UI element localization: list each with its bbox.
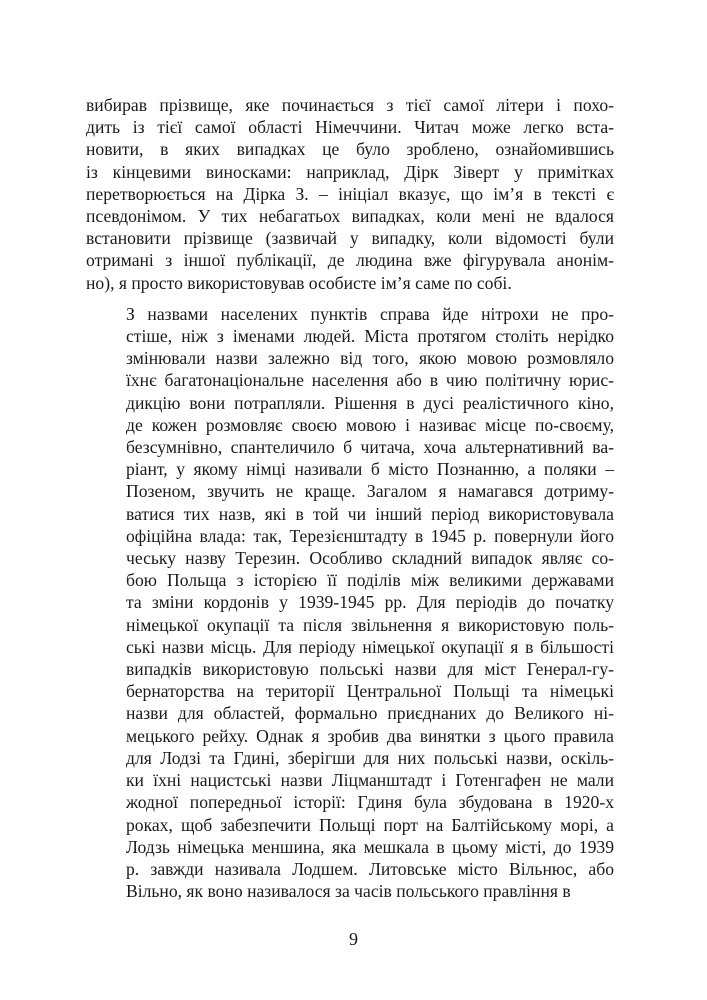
text-line: бою Польща з історією її поділів між великими державами <box>126 570 614 591</box>
text-line: із кінцевими виносками: наприклад, Дірк Зіверт у примітках <box>86 161 614 182</box>
page-number: 9 <box>349 929 358 949</box>
text-line: випадків використовую польські назви для міст Генерал-гу- <box>126 659 614 680</box>
text-line: ки їхні нацистські назви Ліцманштадт і Готенгафен не мали <box>126 770 614 791</box>
text-line: Позеном, звучить не краще. Загалом я намагався дотриму- <box>126 481 614 502</box>
paragraph-1 <box>86 94 614 294</box>
text-line: де кожен розмовляє своєю мовою і називає місце по-своєму, <box>126 414 614 435</box>
text-line: змінювали назви залежно від того, якою мовою розмовляло <box>126 348 614 369</box>
text-line: З назвами населених пунктів справа йде нітрохи не про- <box>126 303 614 324</box>
text-line: Лодзь німецька меншина, яка мешкала в цьому місті, до 1939 <box>126 836 614 857</box>
text-line: роках, щоб забезпечити Польщі порт на Балтійському морі, а <box>126 814 614 835</box>
text-line: ріант, у якому німці називали б місто Познанню, а поляки – <box>126 459 614 480</box>
text-line: німецької окупації та після звільнення я використовую поль- <box>126 614 614 635</box>
body-text <box>86 94 614 902</box>
text-line: псевдонімом. У тих небагатьох випадках, коли мені не вдалося <box>86 206 614 227</box>
text-line: безсумнівно, спантеличило б читача, хоча альтернативний ва- <box>126 437 614 458</box>
text-line: жодної попередньої історії: Гдиня була збудована в 1920-х <box>126 792 614 813</box>
text-line: вибирав прізвище, яке починається з тієї самої літери і похо- <box>86 95 614 115</box>
text-line: дикцію вони потрапляли. Рішення в дусі реалістичного кіно, <box>126 392 614 413</box>
paragraph-2 <box>86 303 614 902</box>
text-line: офіційна влада: так, Терезієнштадту в 1945 р. повернули його <box>126 525 614 546</box>
text-line: перетворюється на Дірка З. – ініціал вказує, що ім’я в тексті є <box>86 183 614 204</box>
text-line: для Лодзі та Гдині, зберігши для них польські назви, оскіль- <box>126 747 614 768</box>
text-line: та зміни кордонів у 1939-1945 рр. Для періодів до початку <box>126 592 614 613</box>
text-line: р. завжди називала Лодшем. Литовське місто Вільнюс, або <box>126 858 614 879</box>
text-line: чеську назву Терезин. Особливо складний випадок являє со- <box>126 548 614 569</box>
text-line: ські назви місць. Для періоду німецької окупації я в більшості <box>126 636 614 657</box>
text-line: стіше, ніж з іменами людей. Міста протягом століть нерідко <box>126 326 614 347</box>
text-line: мецького рейху. Однак я зробив два винятки з цього правила <box>126 725 614 746</box>
text-line: назви для областей, формально приєднаних до Великого ні- <box>126 703 614 724</box>
text-line: ватися тих назв, які в той чи інший період використовувала <box>126 503 614 524</box>
text-line: встановити прізвище (зазвичай у випадку, коли відомості були <box>86 228 614 249</box>
text-line: новити, в яких випадках це було зроблено, ознайомившись <box>86 139 614 160</box>
text-line: Вільно, як воно називалося за часів польського правління в <box>126 881 571 902</box>
text-line: но), я просто використовував особисте ім’я саме по собі. <box>86 272 512 293</box>
text-line: бернаторства на території Центральної Польщі та німецькі <box>126 681 614 702</box>
text-line: отримані з іншої публікації, де людина вже фігурувала анонім- <box>86 250 614 271</box>
text-line: їхнє багатонаціональне населення або в чию політичну юрис- <box>126 370 614 391</box>
text-line: дить із тієї самої області Німеччини. Читач може легко вста- <box>86 117 614 138</box>
